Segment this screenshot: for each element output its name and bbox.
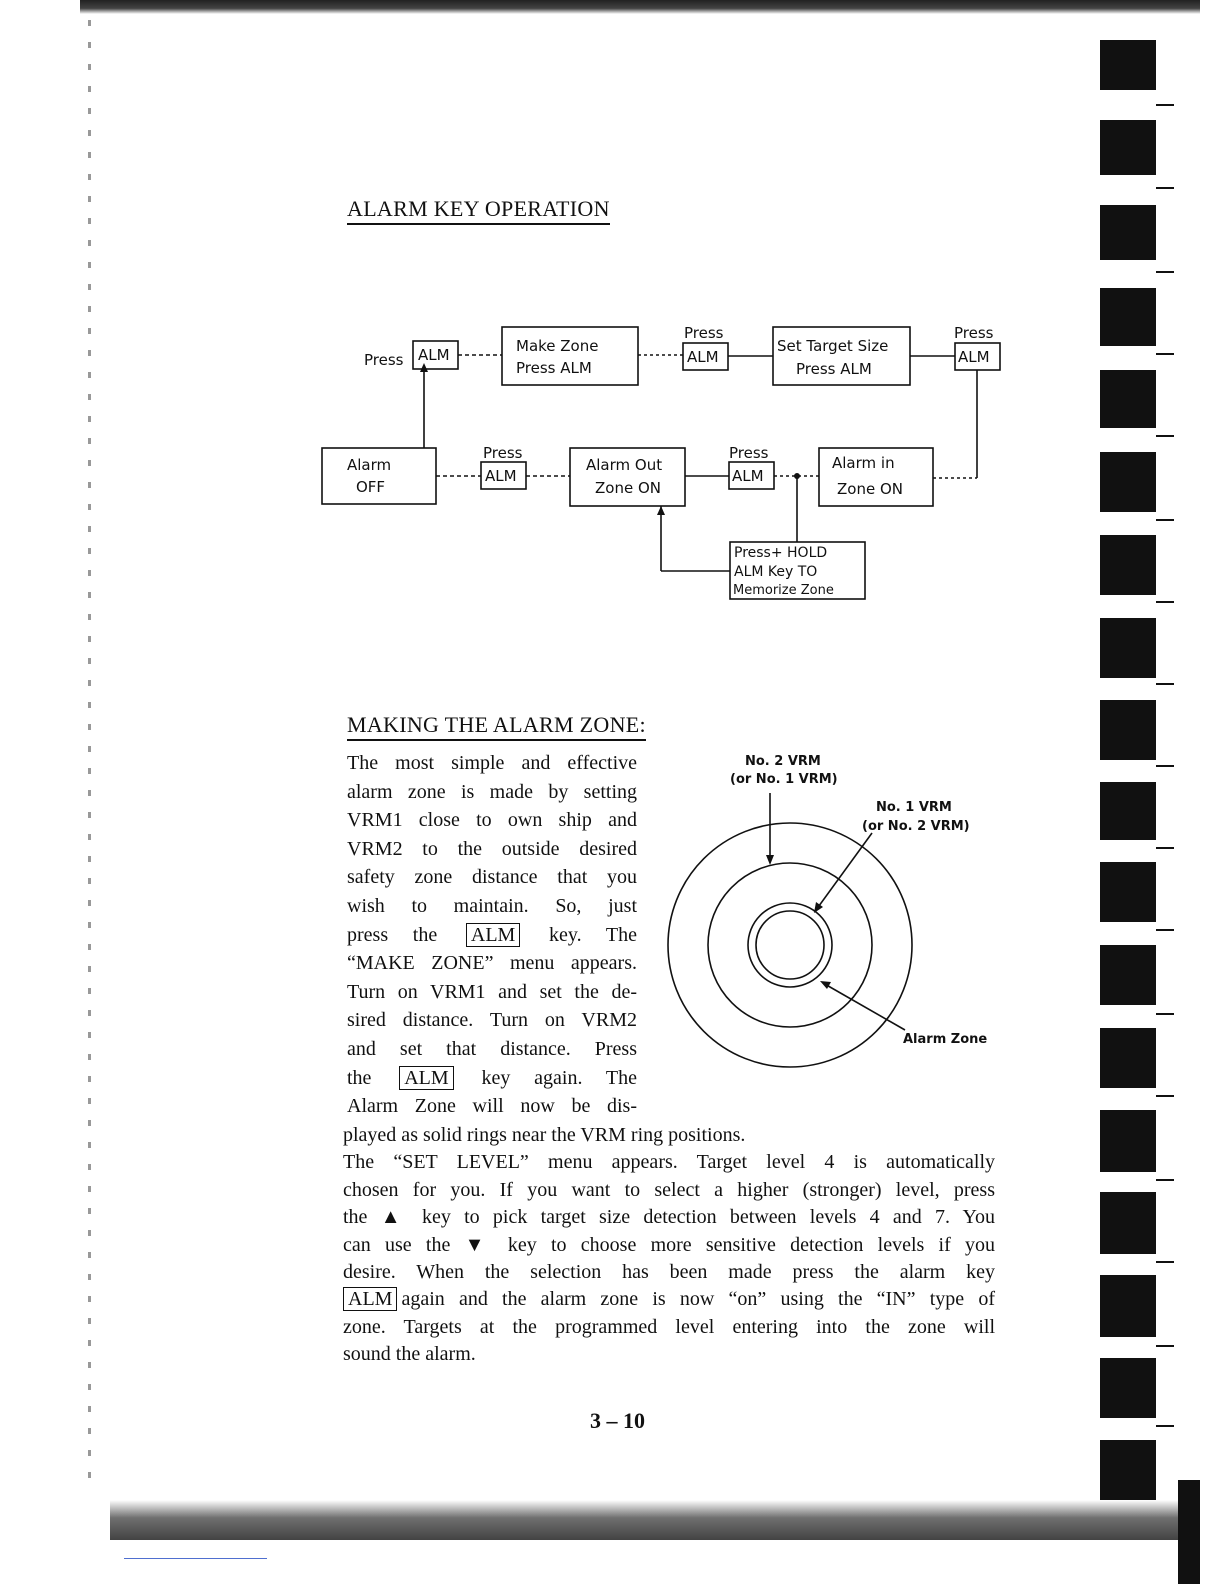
outer-ring <box>668 823 912 1067</box>
text-line: chosen for you. If you want to select a higher (stronger) level, press <box>343 1178 995 1201</box>
text-fragment: key again. The <box>481 1066 637 1089</box>
page-number: 3 – 10 <box>590 1408 645 1433</box>
vrm1-label-line1: No. 1 VRM <box>876 800 952 815</box>
section-title-making-zone: MAKING THE ALARM ZONE: <box>347 712 646 741</box>
vrm1-pointer <box>816 833 872 910</box>
alm-label-1: ALM <box>418 346 450 364</box>
text-line: sired distance. Turn on VRM2 <box>347 1009 637 1032</box>
text-line: Alarm Zone will now be dis- <box>347 1095 637 1118</box>
alm-label-4: ALM <box>485 467 517 485</box>
text-line-with-glyph <box>343 1232 995 1259</box>
text-line: wish to maintain. So, just <box>347 894 637 917</box>
footer-rule <box>124 1558 267 1559</box>
alarm-off-line2: OFF <box>356 478 386 496</box>
inner-ring-outer <box>748 903 832 987</box>
alm-key-inline: ALM <box>466 923 520 947</box>
alm-label-2: ALM <box>687 348 719 366</box>
text-line: and set that distance. Press <box>347 1037 637 1060</box>
text-line: “MAKE ZONE” menu appears. <box>347 952 637 975</box>
text-fragment: key to choose more sensitive detection levels if you <box>507 1233 996 1256</box>
press-label-3: Press <box>954 324 994 342</box>
scan-edge-left <box>88 20 91 1480</box>
set-target-line1: Set Target Size <box>777 337 889 355</box>
press-label-4: Press <box>483 444 523 462</box>
page-title: ALARM KEY OPERATION <box>347 196 610 225</box>
make-zone-line2: Press ALM <box>516 359 592 377</box>
text-line: sound the alarm. <box>343 1343 476 1366</box>
alm-label-5: ALM <box>732 467 764 485</box>
text-fragment: the <box>347 1066 372 1089</box>
press-label-2: Press <box>684 324 724 342</box>
set-target-line2: Press ALM <box>796 360 872 378</box>
alarm-out-line1: Alarm Out <box>586 456 663 474</box>
text-line: alarm zone is made by setting <box>347 780 637 803</box>
binding-shadow <box>1178 1480 1200 1584</box>
alm-label-3: ALM <box>958 348 990 366</box>
press-label-1: Press <box>364 351 404 369</box>
text-line: safety zone distance that you <box>347 866 637 889</box>
text-line-with-key <box>343 1286 995 1313</box>
alm-key-inline: ALM <box>343 1287 397 1311</box>
vrm2-label-line2: (or No. 1 VRM) <box>730 772 838 787</box>
hold-line1: Press+ HOLD <box>734 545 828 561</box>
alarm-out-line2: Zone ON <box>595 479 661 497</box>
text-line-with-key <box>347 1064 637 1093</box>
make-zone-line1: Make Zone <box>516 337 599 355</box>
vrm2-label-line1: No. 2 VRM <box>745 754 821 769</box>
text-line: desire. When the selection has been made press the alarm key <box>343 1261 995 1284</box>
scan-edge-bottom <box>110 1500 1200 1540</box>
alm-key-inline: ALM <box>399 1066 453 1090</box>
alarm-in-line1: Alarm in <box>832 454 895 472</box>
text-fragment: key. The <box>549 923 637 946</box>
text-line: Turn on VRM1 and set the de- <box>347 980 637 1003</box>
text-fragment: can use the <box>343 1233 451 1256</box>
up-arrow-icon: ▲ <box>380 1206 409 1229</box>
down-arrow-icon: ▼ <box>464 1233 494 1256</box>
making-zone-column-text <box>347 749 637 1121</box>
text-line: VRM1 close to own ship and <box>347 809 637 832</box>
text-fragment: key to pick target size detection between levels 4 and 7. You <box>421 1206 995 1229</box>
alarm-zone-label: Alarm Zone <box>903 1032 988 1047</box>
alarm-zone-diagram <box>640 745 1020 1085</box>
text-fragment: the <box>343 1206 368 1229</box>
text-line: VRM2 to the outside desired <box>347 837 637 860</box>
text-line: The most simple and effective <box>347 752 637 774</box>
making-zone-full-text <box>343 1122 995 1369</box>
inner-ring-inner <box>756 911 824 979</box>
alarm-in-line2: Zone ON <box>837 480 903 498</box>
text-line: played as solid rings near the VRM ring positions. <box>343 1124 746 1146</box>
text-line-with-key <box>347 921 637 950</box>
text-fragment: press the <box>347 923 438 946</box>
spiral-binding <box>1094 20 1184 1520</box>
scan-edge-top <box>80 0 1200 14</box>
alarm-flowchart <box>300 310 1020 620</box>
text-line: zone. Targets at the programmed level entering into the zone will <box>343 1315 995 1338</box>
vrm1-label-line2: (or No. 2 VRM) <box>862 819 970 834</box>
hold-line3: Memorize Zone <box>733 583 834 598</box>
zone-pointer <box>823 983 905 1030</box>
text-fragment: again and the alarm zone is now “on” using the “IN” type of <box>401 1288 995 1311</box>
alarm-off-line1: Alarm <box>347 456 392 474</box>
hold-line2: ALM Key TO <box>734 564 818 580</box>
middle-ring <box>708 863 872 1027</box>
text-line: The “SET LEVEL” menu appears. Target level 4 is automatically <box>343 1151 995 1174</box>
press-label-5: Press <box>729 444 769 462</box>
text-line-with-glyph <box>343 1204 995 1231</box>
